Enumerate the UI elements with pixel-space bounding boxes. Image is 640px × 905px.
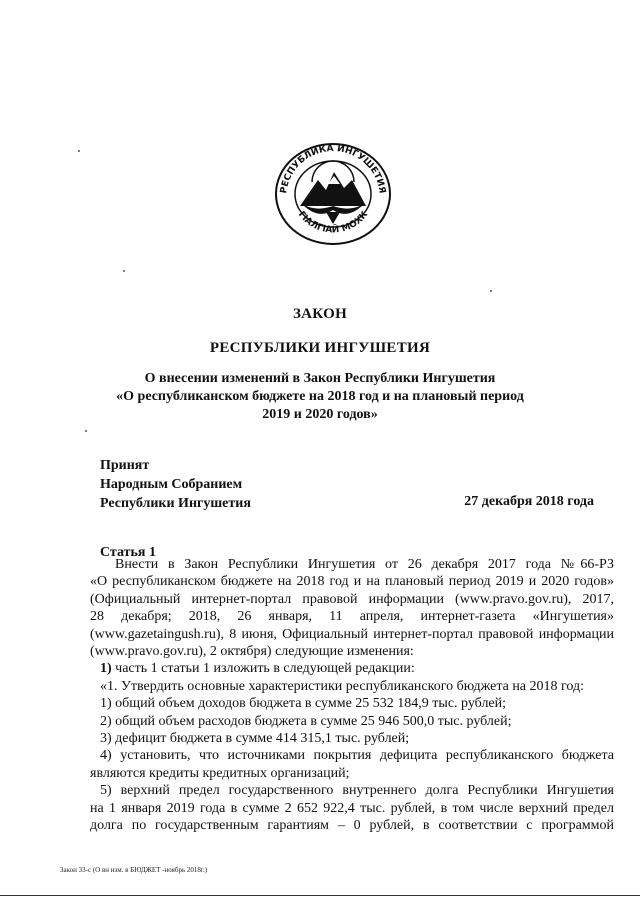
item-1 <box>90 660 614 677</box>
adoption-block <box>100 456 251 513</box>
budget-point-4-line: 4) установить, что источниками покрытия дефицита республиканского бюджета <box>100 748 614 764</box>
budget-point-5-line: долга по государственным гарантиям – 0 рублей, в соответствии с программой <box>90 818 614 834</box>
footer-file-reference: Закон 33-с (О вн изм. в БЮДЖЕТ -ноябрь 2018г.) <box>60 866 208 874</box>
scan-speck <box>85 430 87 432</box>
scan-speck <box>78 150 80 152</box>
body-line: (www.gazetaingush.ru), 8 июня, Официальный интернет-портал правовой информации <box>90 626 614 642</box>
body-line: 28 декабря; 2018, 26 января, 11 апреля, интернет-газета «Ингушетия» <box>90 609 614 625</box>
subtitle-line: «О республиканском бюджете на 2018 год и на плановый период <box>116 389 524 404</box>
document-subtitle <box>90 370 550 424</box>
budget-point: 1) общий объем доходов бюджета в сумме 25 532 184,9 тыс. рублей; <box>100 696 507 712</box>
body-line: (Официальный интернет-портал правовой информации (www.pravo.gov.ru), 2017, <box>90 591 614 607</box>
adoption-date: 27 декабря 2018 года <box>464 494 594 509</box>
item-1-number: 1) <box>100 661 112 677</box>
coat-of-arms-emblem <box>272 140 394 246</box>
document-republic-title: РЕСПУБЛИКИ ИНГУШЕТИЯ <box>209 340 431 356</box>
subtitle-line: О внесении изменений в Закон Республики Ингушетия <box>144 371 496 386</box>
budget-point: 2) общий объем расходов бюджета в сумме 25 946 500,0 тыс. рублей; <box>100 713 512 729</box>
adoption-line: Республики Ингушетия <box>100 496 251 511</box>
document-title: ЗАКОН <box>292 306 348 322</box>
budget-point-5-line: на 1 января 2019 года в сумме 2 652 922,4 тыс. рублей, в том числе верхний предел <box>90 800 614 816</box>
subtitle-line: 2019 и 2020 годов» <box>262 407 378 422</box>
body-line: Внести в Закон Республики Ингушетия от 26 декабря 2017 года №66-РЗ <box>115 557 614 572</box>
budget-point-5-line: 5) верхний предел государственного внутреннего долга Республики Ингушетия <box>100 783 614 799</box>
emblem-top-text: РЕСПУБЛИКА ИНГУШЕТИЯ <box>279 143 387 195</box>
scan-speck <box>490 290 492 292</box>
quote-intro: «1. Утвердить основные характеристики республиканского бюджета на 2018 год: <box>100 678 585 694</box>
body-line: «О республиканском бюджете на 2018 год и на плановый период 2019 и 2020 годов» <box>90 574 614 590</box>
emblem-bottom-text: ГIАЛГIАЙ МОХК <box>295 209 371 236</box>
budget-point-4-line: являются кредиты кредитных организаций; <box>90 765 350 781</box>
page-bottom-edge <box>0 895 640 896</box>
budget-point: 3) дефицит бюджета в сумме 414 315,1 тыс. рублей; <box>100 731 410 747</box>
body-line: (www.pravo.gov.ru), 2 октября) следующие изменения: <box>90 644 414 660</box>
item-1-text: часть 1 статьи 1 изложить в следующей редакции: <box>111 661 415 677</box>
article-title: Статья 1 <box>100 545 156 560</box>
scan-speck <box>123 270 125 272</box>
article-body <box>90 556 614 835</box>
adoption-line: Народным Собранием <box>100 477 243 492</box>
adoption-line: Принят <box>100 458 150 473</box>
